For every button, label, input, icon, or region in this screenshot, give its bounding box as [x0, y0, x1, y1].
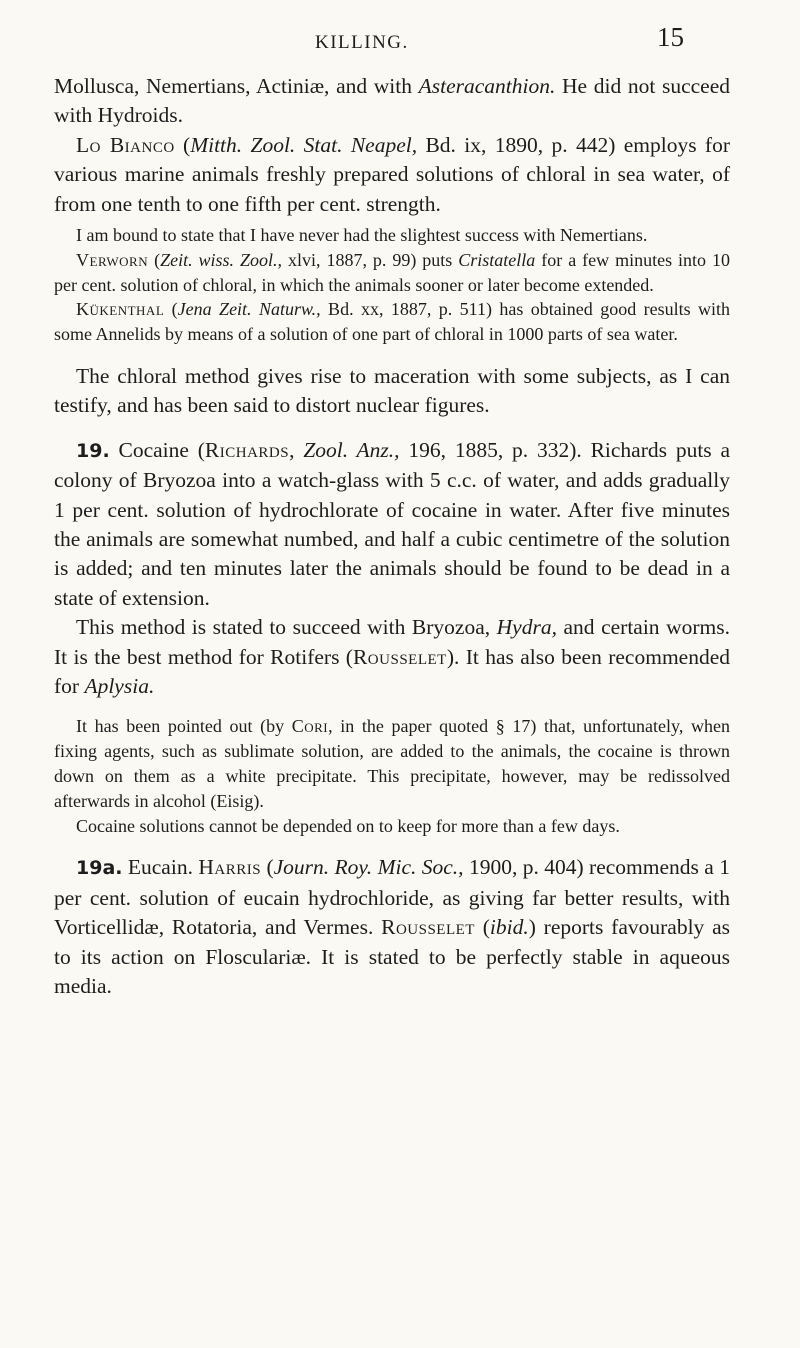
- text-run: He did not succeed with Hydroids.: [54, 74, 730, 128]
- text-run: for a few minutes into 10 per cent. solution of chloral, in which the animals sooner or later become extended.: [54, 249, 730, 295]
- text-run: ,: [289, 437, 304, 462]
- text-run: (: [148, 249, 161, 270]
- paragraph-bryozoa: [54, 613, 730, 701]
- citation: Zeit. wiss. Zool.,: [160, 249, 283, 270]
- paragraph-cocaine: [54, 436, 730, 613]
- text-run: ) reports favourably as to its action on Flosculariæ. It is stated to be perfectly stable in aqueous media.: [54, 915, 730, 999]
- author-name: Harris: [198, 855, 262, 880]
- paragraph-kukenthal: [54, 297, 730, 347]
- citation: Zool. Anz.,: [303, 437, 400, 462]
- body-text: [54, 72, 730, 1002]
- citation: Mitth. Zool. Stat. Neapel,: [190, 132, 418, 157]
- running-title: KILLING.: [315, 32, 409, 53]
- paragraph-cori: [54, 714, 730, 813]
- text-run: (: [474, 915, 490, 940]
- italic-run: Asteracanthion.: [418, 74, 556, 98]
- author-name: Lo Bianco: [76, 132, 175, 157]
- author-name: Kükenthal: [76, 299, 165, 320]
- text-run: xlvi, 1887, p. 99) puts: [282, 249, 459, 270]
- author-name: Richards: [204, 437, 290, 462]
- section-heading: Eucain.: [122, 855, 199, 880]
- text-run: Mollusca, Nemertians, Actiniæ, and with: [54, 74, 419, 98]
- paragraph-cocaine-solutions: [54, 814, 730, 839]
- author-name: Rousselet: [352, 644, 447, 669]
- text-run: It has been pointed out (by: [76, 716, 292, 737]
- text-run: Bd. ix, 1890, p. 442) employs for various marine animals freshly prepared solutions of chloral in sea water, of from one tenth to one fifth per cent. strength.: [54, 132, 730, 216]
- text-run: Bd. xx, 1887, p. 511) has obtained good results with some Annelids by means of a solution of one part of chloral in 1000 parts of sea water.: [54, 299, 730, 345]
- paragraph-verworn: [54, 248, 730, 298]
- italic-run: Hydra,: [496, 615, 557, 640]
- text-run: ). It has also been recommended for: [54, 644, 730, 699]
- page-number: 15: [657, 22, 684, 52]
- section-number: 19a.: [76, 857, 123, 880]
- paragraph-eucain: [54, 853, 730, 1001]
- text-run: (: [174, 132, 191, 157]
- running-head: [0, 18, 800, 62]
- section-heading: Cocaine (: [109, 437, 205, 462]
- section-number: 19.: [76, 439, 110, 462]
- italic-run: Aplysia.: [84, 674, 155, 699]
- text-run: and certain worms. It is the best method for Rotifers (: [54, 615, 730, 669]
- citation: Jena Zeit. Naturw.,: [177, 299, 321, 320]
- text-run: I am bound to state that I have never had the slightest success with Nemertians.: [76, 225, 648, 246]
- text-run: 1900, p. 404) recommends a 1 per cent. solution of eucain hydrochloride, as giving far better results, with Vorticellidæ, Rotatoria, and Vermes.: [54, 855, 730, 940]
- text-run: This method is stated to succeed with Bryozoa,: [76, 615, 497, 640]
- paragraph-nemertians: [54, 223, 730, 248]
- author-name: Rousselet: [381, 915, 475, 940]
- text-run: (: [164, 299, 178, 320]
- paragraph-lo-bianco: [54, 131, 730, 219]
- citation: Journ. Roy. Mic. Soc.,: [273, 855, 464, 880]
- citation: ibid.: [489, 915, 529, 940]
- author-name: Verworn: [76, 249, 149, 270]
- text-run: 196, 1885, p. 332). Richards puts a colony of Bryozoa into a watch-glass with 5 c.c. of water, and adds gradually 1 per cent. solution of hydrochlorate of cocaine in water. After five minutes the animals are somewhat numbed, and half a cubic centimetre of the solution is added; and ten minutes later the animals should be found to be dead in a state of extension.: [54, 437, 731, 610]
- paragraph-chloral-method: [54, 362, 730, 421]
- text-run: , in the paper quoted § 17) that, unfortunately, when fixing agents, such as sublimate solution, are added to the animals, the cocaine is thrown down on them as a white precipitate. This precipitate, however, may be redissolved afterwards in alcohol (Eisig).: [54, 716, 730, 811]
- text-run: (: [261, 855, 274, 880]
- author-name: Cori: [291, 716, 329, 737]
- italic-run: Cristatella: [458, 249, 536, 270]
- paragraph-mollusca: [54, 72, 730, 131]
- text-run: The chloral method gives rise to maceration with some subjects, as I can testify, and has been said to distort nuclear figures.: [54, 364, 730, 418]
- text-run: Cocaine solutions cannot be depended on to keep for more than a few days.: [76, 815, 620, 836]
